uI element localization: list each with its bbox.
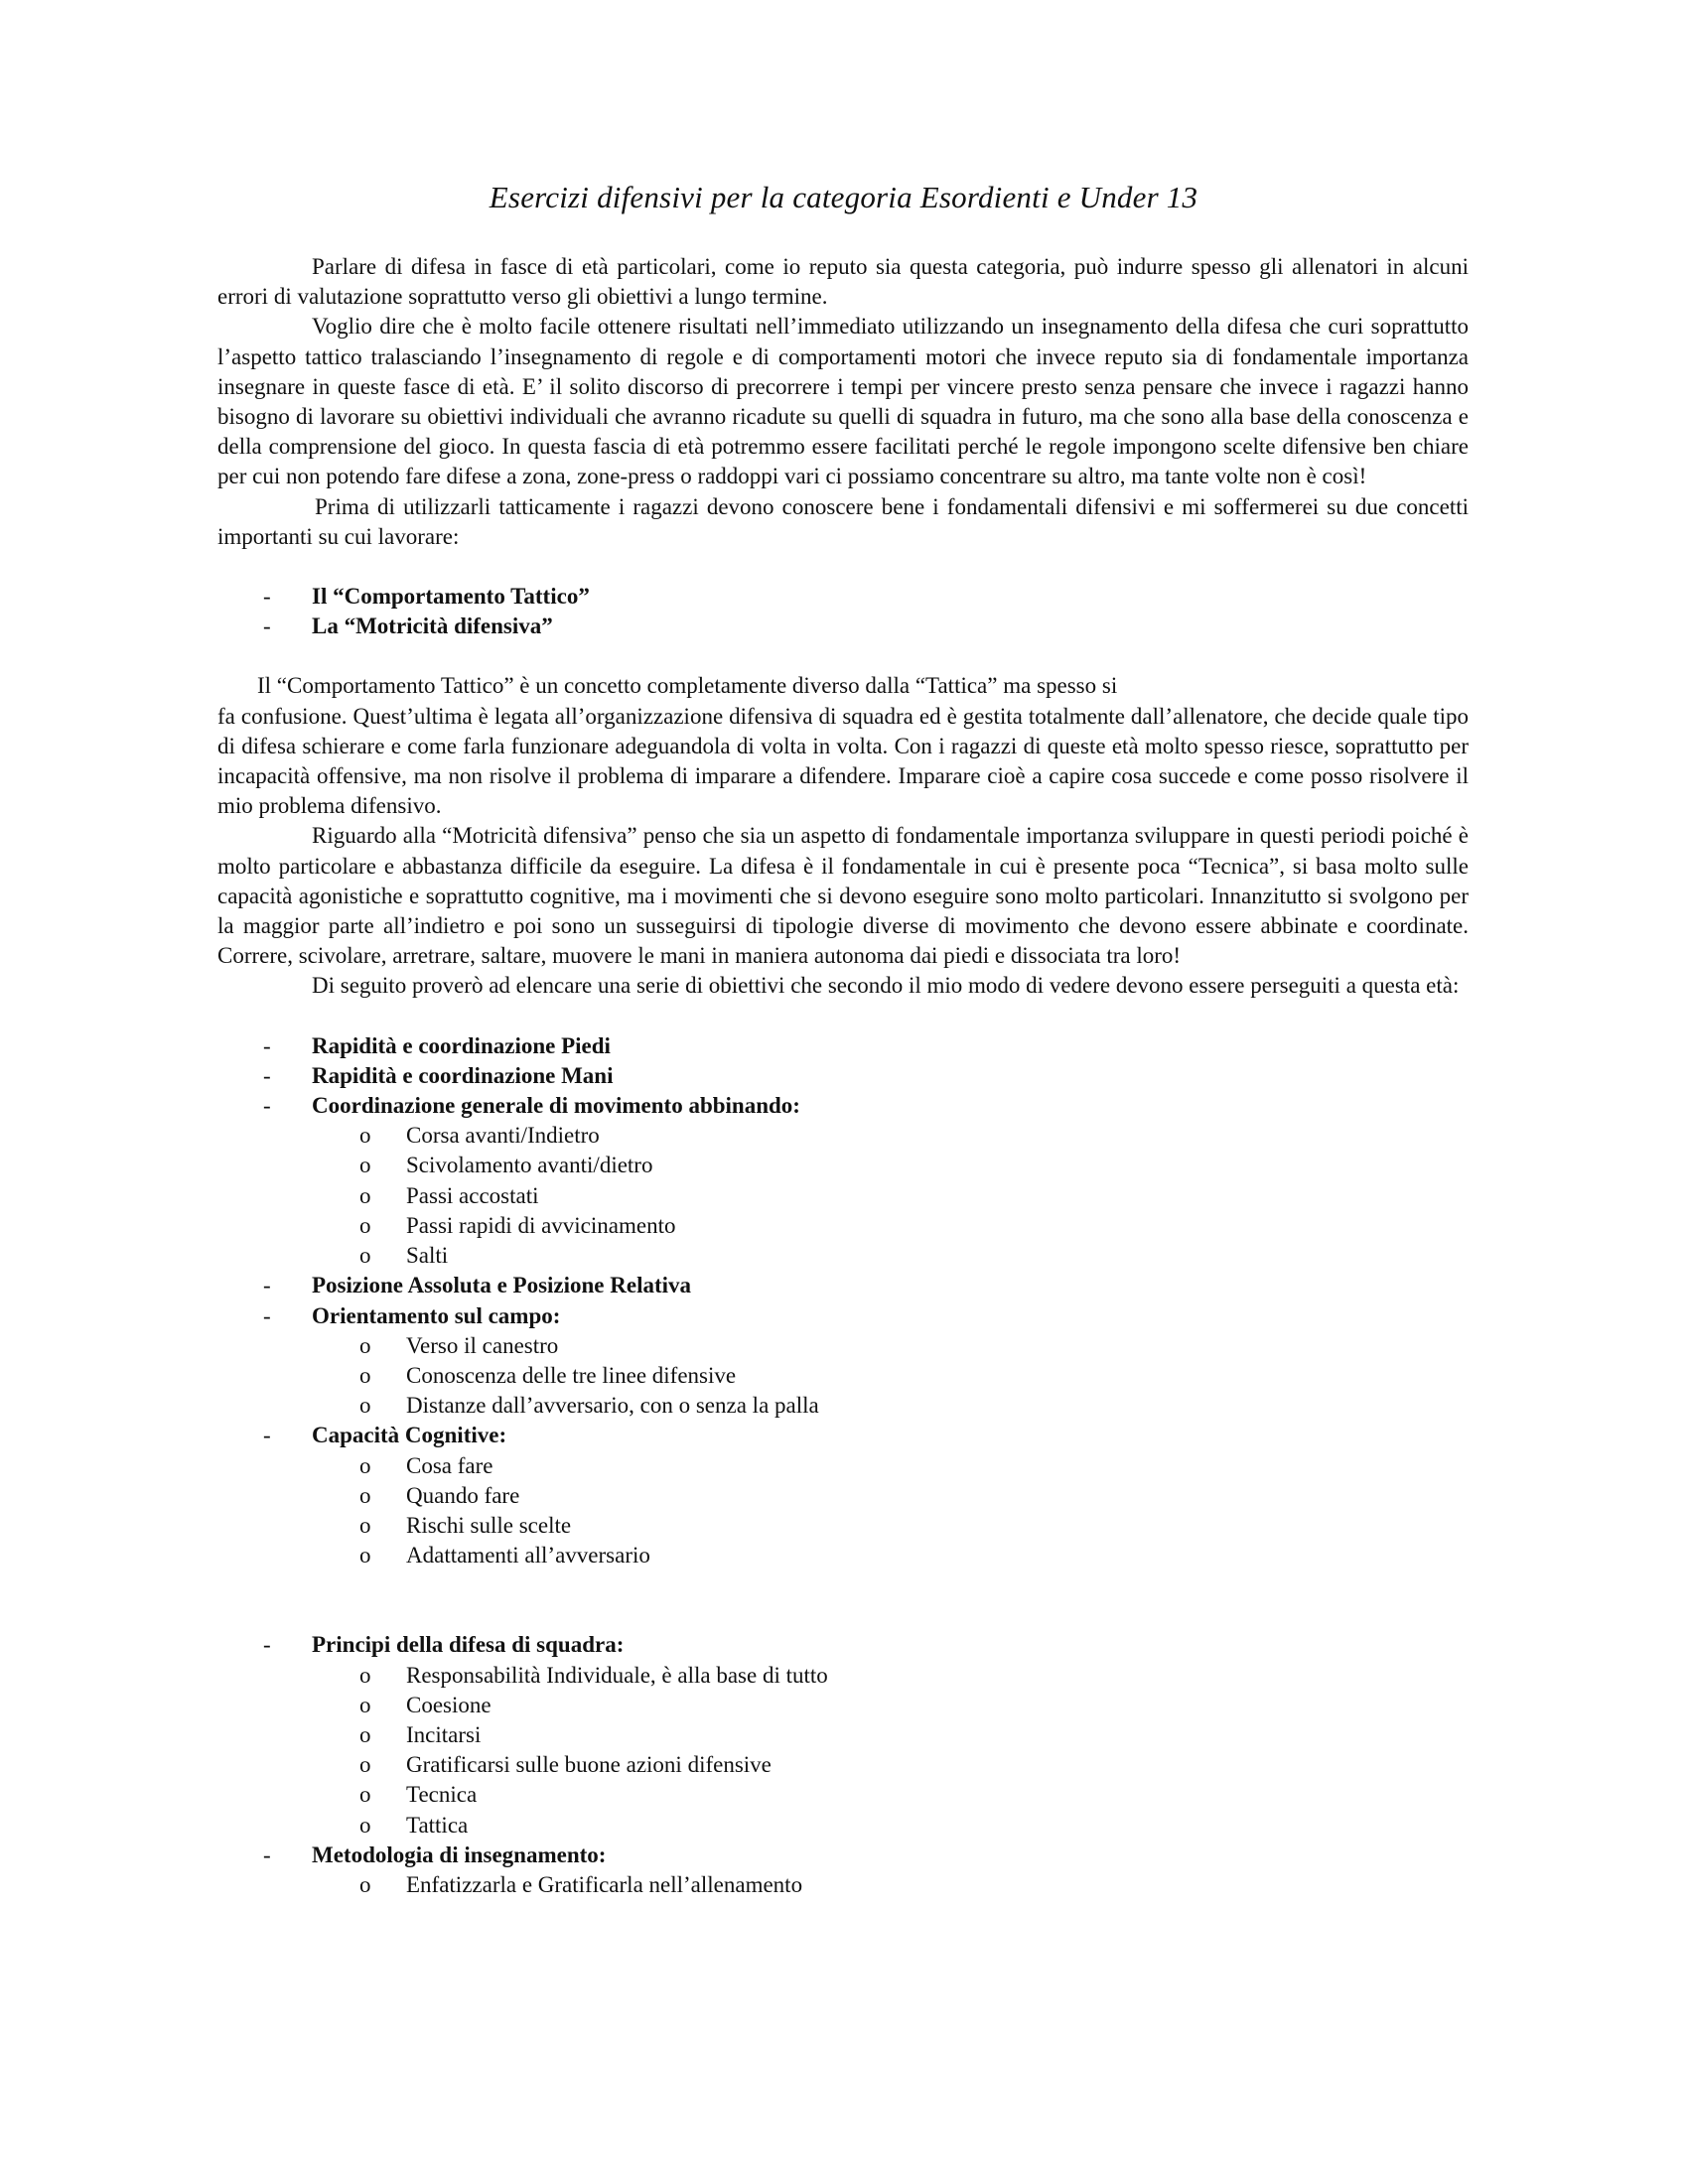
circle-bullet: o	[359, 1512, 371, 1538]
sub-item-label: Passi accostati	[406, 1182, 539, 1208]
sub-item-label: Salti	[406, 1243, 449, 1269]
sub-list-item	[217, 1511, 1469, 1541]
sub-item-label: Enfatizzarla e Gratificarla nell’allenamento	[406, 1871, 803, 1897]
sub-list-item	[217, 1691, 1469, 1720]
sub-list-item	[217, 1391, 1469, 1421]
sub-list-item	[217, 1211, 1469, 1241]
concept-paragraph-line1: Il “Comportamento Tattico” è un concetto completamente diverso dalla “Tattica” ma spesso si	[257, 673, 1118, 699]
sub-list	[217, 1870, 1469, 1900]
circle-bullet: o	[359, 1182, 371, 1208]
sub-list	[217, 1331, 1469, 1422]
intro-paragraph-3: Prima di utilizzarli tatticamente i ragazzi devono conoscere bene i fondamentali difensivi e mi soffermerei su due concetti importanti su cui lavorare:	[217, 493, 1469, 549]
objective-label: Capacità Cognitive:	[312, 1423, 507, 1448]
objectives-list-continued	[217, 1630, 1469, 1900]
circle-bullet: o	[359, 1692, 371, 1717]
sub-item-label: Conoscenza delle tre linee difensive	[406, 1362, 737, 1388]
sub-item-label: Scivolamento avanti/dietro	[406, 1153, 653, 1178]
sub-list-item	[217, 1780, 1469, 1810]
sub-list-item	[217, 1361, 1469, 1391]
dash-bullet: -	[263, 1423, 271, 1448]
circle-bullet: o	[359, 1243, 371, 1269]
sub-item-label: Verso il canestro	[406, 1332, 559, 1358]
dash-bullet: -	[263, 1632, 271, 1658]
list-item	[217, 612, 1469, 641]
sub-list-item	[217, 1720, 1469, 1750]
sub-list-item	[217, 1181, 1469, 1211]
sub-list-item	[217, 1870, 1469, 1900]
objective-item	[217, 1301, 1469, 1331]
sub-item-label: Coesione	[406, 1692, 492, 1717]
objective-label: Metodologia di insegnamento:	[312, 1842, 607, 1867]
sub-item-label: Adattamenti all’avversario	[406, 1543, 650, 1569]
sub-list-item	[217, 1151, 1469, 1180]
circle-bullet: o	[359, 1752, 371, 1778]
objective-label: Coordinazione generale di movimento abbinando:	[312, 1093, 800, 1119]
circle-bullet: o	[359, 1662, 371, 1688]
sub-item-label: Tecnica	[406, 1782, 478, 1808]
objective-label: Principi della difesa di squadra:	[312, 1632, 625, 1658]
sub-list-item	[217, 1241, 1469, 1271]
sub-list	[217, 1661, 1469, 1841]
sub-item-label: Rischi sulle scelte	[406, 1512, 572, 1538]
concept-label: La “Motricità difensiva”	[312, 614, 553, 639]
sub-item-label: Corsa avanti/Indietro	[406, 1123, 600, 1149]
sub-item-label: Quando fare	[406, 1482, 520, 1508]
sub-item-label: Distanze dall’avversario, con o senza la palla	[406, 1393, 819, 1419]
concepts-list	[217, 582, 1469, 641]
objective-item	[217, 1061, 1469, 1091]
intro-paragraph-2: Voglio dire che è molto facile ottenere risultati nell’immediato utilizzando un insegnamento della difesa che curi soprattutto l’aspetto tattico tralasciando l’insegnamento di regole e di comportamenti motori che invece reputo sia di fondamentale importanza insegnare in queste fasce di età. E’ il solito discorso di precorrere i tempi per vincere presto senza pensare che invece i ragazzi hanno bisogno di lavorare su obiettivi individuali che avranno ricadute su quelli di squadra in futuro, ma che sono alla base della conoscenza e della comprensione del gioco. In questa fascia di età potremmo essere facilitati perché le regole impongono scelte difensive ben chiare per cui non potendo fare difese a zona, zone-press o raddoppi vari ci possiamo concentrare su altro, ma tante volte non è così!	[217, 314, 1469, 489]
sub-list-item	[217, 1481, 1469, 1511]
dash-bullet: -	[263, 1093, 271, 1119]
circle-bullet: o	[359, 1812, 371, 1838]
sub-list	[217, 1451, 1469, 1571]
objectives-list	[217, 1031, 1469, 1571]
intro-paragraph-1: Parlare di difesa in fasce di età particolari, come io reputo sia questa categoria, può indurre spesso gli allenatori in alcuni errori di valutazione soprattutto verso gli obiettivi a lungo termine.	[217, 254, 1469, 310]
circle-bullet: o	[359, 1332, 371, 1358]
dash-bullet: -	[263, 1273, 271, 1298]
document-body	[217, 252, 1469, 1900]
sub-item-label: Gratificarsi sulle buone azioni difensive	[406, 1752, 772, 1778]
circle-bullet: o	[359, 1123, 371, 1149]
circle-bullet: o	[359, 1782, 371, 1808]
sub-list-item	[217, 1541, 1469, 1570]
circle-bullet: o	[359, 1543, 371, 1569]
dash-bullet: -	[263, 614, 271, 639]
circle-bullet: o	[359, 1871, 371, 1897]
circle-bullet: o	[359, 1721, 371, 1747]
concept-label: Il “Comportamento Tattico”	[312, 584, 590, 610]
list-item	[217, 582, 1469, 612]
objective-item	[217, 1091, 1469, 1121]
sub-list-item	[217, 1661, 1469, 1691]
dash-bullet: -	[263, 1302, 271, 1328]
sub-item-label: Passi rapidi di avvicinamento	[406, 1212, 676, 1238]
objective-label: Posizione Assoluta e Posizione Relativa	[312, 1273, 692, 1298]
sub-list-item	[217, 1451, 1469, 1481]
sub-item-label: Incitarsi	[406, 1721, 482, 1747]
motricita-paragraph: Riguardo alla “Motricità difensiva” penso che sia un aspetto di fondamentale importanza sviluppare in questi periodi poiché è molto particolare e abbastanza difficile da eseguire. La difesa è il fondamentale in cui è presente poca “Tecnica”, si basa molto sulle capacità agonistiche e soprattutto cognitive, ma i movimenti che si devono eseguire sono molto particolari. Innanzitutto si svolgono per la maggior parte all’indietro e poi sono un susseguirsi di tipologie diverse di movimento che devono essere abbinate e coordinate. Correre, scivolare, arretrare, saltare, muovere le mani in maniera autonoma dai piedi e dissociata tra loro!	[217, 823, 1469, 969]
circle-bullet: o	[359, 1482, 371, 1508]
sub-list-item	[217, 1750, 1469, 1780]
circle-bullet: o	[359, 1393, 371, 1419]
dash-bullet: -	[263, 1842, 271, 1867]
dash-bullet: -	[263, 584, 271, 610]
sub-item-label: Cosa fare	[406, 1452, 493, 1478]
objective-item	[217, 1630, 1469, 1660]
sub-list-item	[217, 1811, 1469, 1841]
circle-bullet: o	[359, 1212, 371, 1238]
document-title: Esercizi difensivi per la categoria Esordienti e Under 13	[489, 180, 1198, 214]
objective-item	[217, 1841, 1469, 1870]
objective-item	[217, 1271, 1469, 1300]
sub-item-label: Tattica	[406, 1812, 469, 1838]
concept-paragraph: fa confusione. Quest’ultima è legata all’organizzazione difensiva di squadra ed è gestita totalmente dall’allenatore, che decide quale tipo di difesa schierare e come farla funzionare adeguandola di volta in volta. Con i ragazzi di queste età molto spesso riesce, soprattutto per incapacità offensive, ma non risolve il problema di imparare a difendere. Imparare cioè a capire cosa succede e come posso risolvere il mio problema difensivo.	[217, 703, 1469, 819]
sub-list	[217, 1121, 1469, 1271]
objectives-intro-paragraph: Di seguito proverò ad elencare una serie di obiettivi che secondo il mio modo di vedere devono essere perseguiti a questa età:	[312, 973, 1460, 999]
circle-bullet: o	[359, 1153, 371, 1178]
sub-item-label: Responsabilità Individuale, è alla base di tutto	[406, 1662, 828, 1688]
objective-label: Orientamento sul campo:	[312, 1302, 561, 1328]
circle-bullet: o	[359, 1362, 371, 1388]
objective-label: Rapidità e coordinazione Piedi	[312, 1032, 611, 1058]
objective-item	[217, 1421, 1469, 1450]
objective-label: Rapidità e coordinazione Mani	[312, 1062, 614, 1088]
circle-bullet: o	[359, 1452, 371, 1478]
sub-list-item	[217, 1331, 1469, 1361]
dash-bullet: -	[263, 1062, 271, 1088]
sub-list-item	[217, 1121, 1469, 1151]
objective-item	[217, 1031, 1469, 1061]
dash-bullet: -	[263, 1032, 271, 1058]
